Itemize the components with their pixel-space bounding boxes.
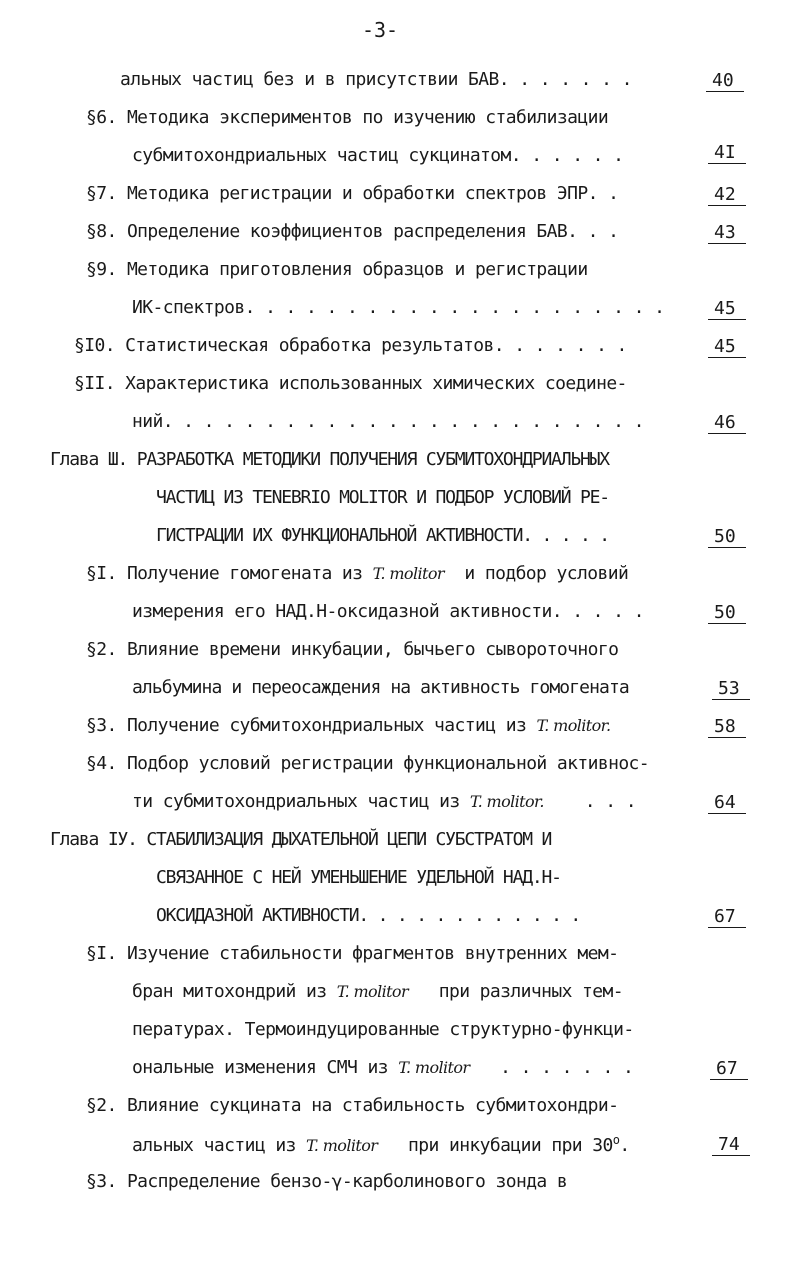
toc-line: пературах. Термоиндуцированные структурно-функци- bbox=[132, 1019, 634, 1040]
toc-line: §4. Подбор условий регистрации функциональной активнос- bbox=[86, 753, 650, 774]
toc-line: альных частиц без и в присутствии БАВ. . . . . . . bbox=[120, 69, 632, 90]
toc-page: 67 bbox=[708, 908, 746, 928]
toc-page: 58 bbox=[708, 718, 746, 738]
chapter-heading: Глава IУ. СТАБИЛИЗАЦИЯ ДЫХАТЕЛЬНОЙ ЦЕПИ СУБСТРАТОМ И bbox=[50, 829, 552, 850]
toc-line bbox=[132, 791, 636, 812]
toc-line: §II. Характеристика использованных химических соедине- bbox=[74, 373, 627, 394]
toc-text: ти субмитохондриальных частиц из bbox=[132, 791, 460, 812]
toc-page: 46 bbox=[708, 414, 746, 434]
chapter-heading: ЧАСТИЦ ИЗ TENEBRIO MOLITOR И ПОДБОР УСЛОВИЙ РЕ- bbox=[156, 487, 609, 508]
toc-page: 4I bbox=[708, 144, 746, 164]
toc-line: §2. Влияние сукцината на стабильность субмитохондри- bbox=[86, 1095, 619, 1116]
chapter-heading: СВЯЗАННОЕ С НЕЙ УМЕНЬШЕНИЕ УДЕЛЬНОЙ НАД.Н- bbox=[156, 867, 561, 888]
toc-text: альных частиц из bbox=[132, 1135, 296, 1156]
toc-line: §2. Влияние времени инкубации, бычьего сывороточного bbox=[86, 639, 619, 660]
toc-page: 64 bbox=[708, 794, 746, 814]
toc-line: альбумина и переосаждения на активность гомогената bbox=[132, 677, 629, 698]
toc-line bbox=[86, 563, 628, 584]
toc-text: §3. Получение субмитохондриальных частиц из bbox=[86, 715, 527, 736]
chapter-heading: ОКСИДАЗНОЙ АКТИВНОСТИ. . . . . . . . . . . . bbox=[156, 905, 581, 926]
toc-text: бран митохондрий из bbox=[132, 981, 327, 1002]
species-name: T. molitor bbox=[398, 1058, 470, 1077]
toc-line: §7. Методика регистрации и обработки спектров ЭПР. . bbox=[86, 183, 619, 204]
toc-dots: . . . . . . . bbox=[500, 1057, 634, 1078]
toc-page: 45 bbox=[708, 338, 746, 358]
toc-page: 53 bbox=[712, 680, 750, 700]
toc-text: и подбор условий bbox=[464, 563, 629, 584]
chapter-heading: Глава Ш. РАЗРАБОТКА МЕТОДИКИ ПОЛУЧЕНИЯ СУБМИТОХОНДРИАЛЬНЫХ bbox=[50, 449, 609, 470]
species-name: T. molitor. bbox=[469, 792, 544, 811]
toc-line bbox=[132, 1057, 633, 1078]
toc-text: §I. Получение гомогената из bbox=[86, 563, 363, 584]
toc-line: §8. Определение коэффициентов распределения БАВ. . . bbox=[86, 221, 619, 242]
toc-line: §3. Распределение бензо-γ-карболинового зонда в bbox=[86, 1171, 568, 1192]
toc-page: 43 bbox=[708, 224, 746, 244]
toc-line bbox=[132, 1133, 630, 1156]
toc-line: субмитохондриальных частиц сукцинатом. . . . . . bbox=[132, 145, 624, 166]
toc-page: 50 bbox=[708, 604, 746, 624]
species-name: T. molitor bbox=[306, 1136, 378, 1155]
page-number: -3- bbox=[361, 18, 399, 42]
toc-page: 42 bbox=[708, 186, 746, 206]
species-name: T. molitor bbox=[372, 564, 444, 583]
toc-text: при различных тем- bbox=[438, 981, 623, 1002]
toc-page: 67 bbox=[710, 1060, 748, 1080]
toc-line: §6. Методика экспериментов по изучению стабилизации bbox=[86, 107, 609, 128]
chapter-heading: ГИСТРАЦИИ ИХ ФУНКЦИОНАЛЬНОЙ АКТИВНОСТИ. . . . . bbox=[156, 525, 609, 546]
species-name: T. molitor. bbox=[536, 716, 611, 735]
toc-line: ИК-спектров. . . . . . . . . . . . . . . . . . . . . bbox=[132, 297, 665, 318]
toc-page: 40 bbox=[706, 72, 744, 92]
toc-line bbox=[132, 981, 623, 1002]
species-name: T. molitor bbox=[336, 982, 409, 1001]
toc-line: §9. Методика приготовления образцов и регистрации bbox=[86, 259, 588, 280]
toc-text: ональные изменения СМЧ из bbox=[132, 1057, 388, 1078]
toc-page: 45 bbox=[708, 300, 746, 320]
toc-dots: . . . bbox=[584, 791, 636, 812]
toc-line: §I. Изучение стабильности фрагментов внутренних мем- bbox=[86, 943, 619, 964]
toc-line bbox=[86, 715, 610, 736]
toc-page: 74 bbox=[712, 1136, 750, 1156]
degree-sign: o bbox=[612, 1133, 620, 1147]
toc-line: ний. . . . . . . . . . . . . . . . . . . . . . . . bbox=[132, 411, 644, 432]
toc-page: 50 bbox=[708, 528, 746, 548]
toc-line: измерения его НАД.Н-оксидазной активности. . . . . bbox=[132, 601, 644, 622]
toc-text: . bbox=[619, 1135, 630, 1156]
toc-text: при инкубации при 30 bbox=[408, 1135, 613, 1156]
toc-line: §I0. Статистическая обработка результатов. . . . . . . bbox=[74, 335, 627, 356]
